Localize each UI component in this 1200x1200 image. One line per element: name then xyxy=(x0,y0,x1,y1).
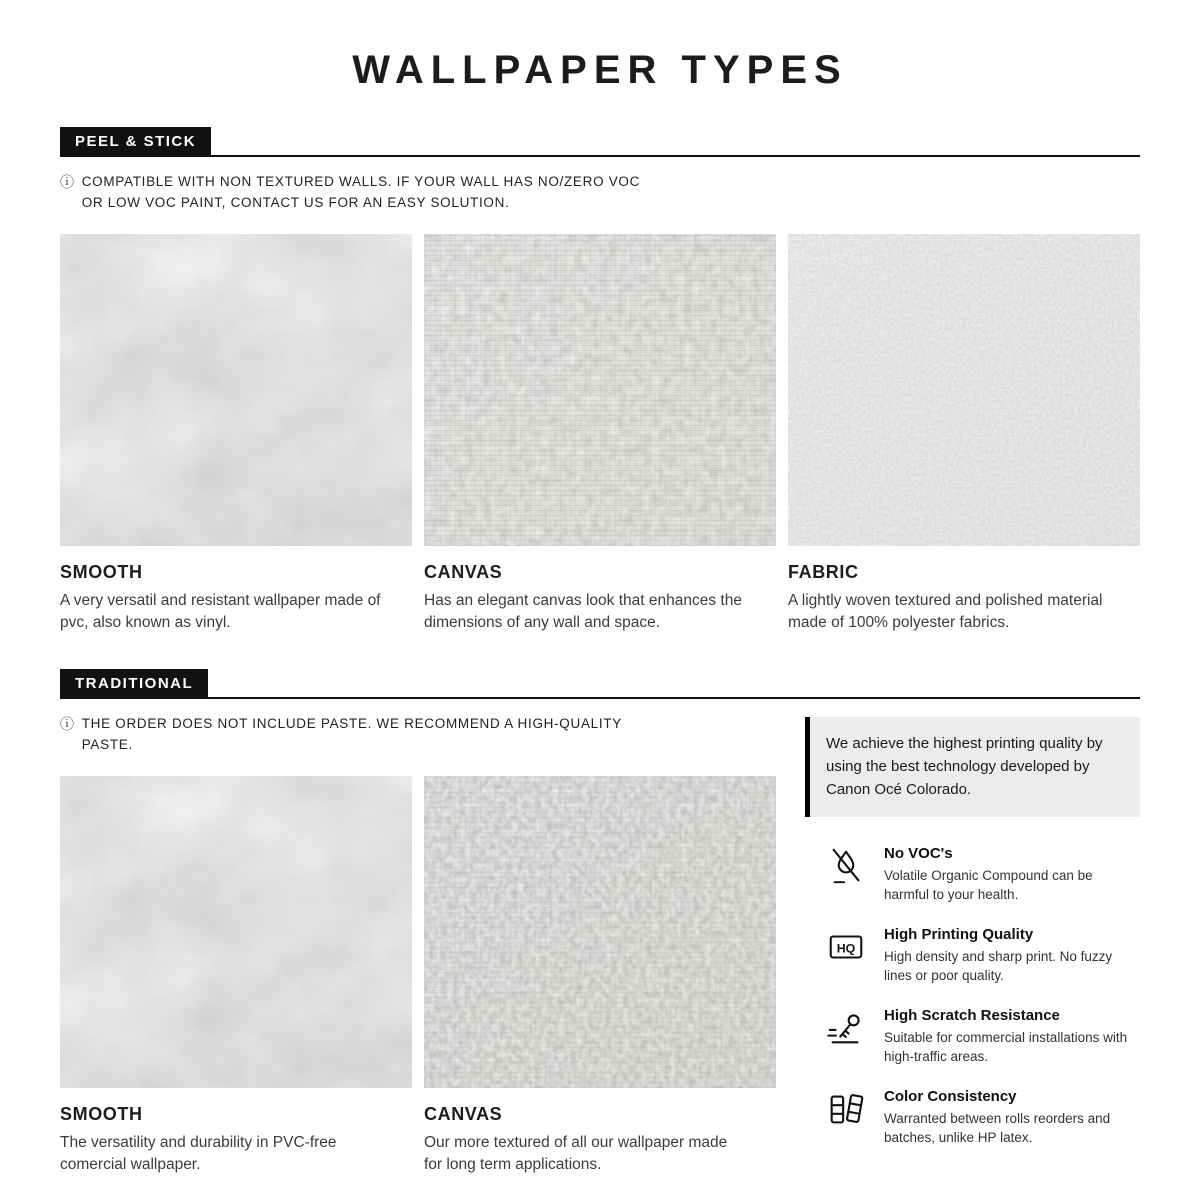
swatch-description: A very versatil and resistant wallpaper made of pvc, also known as vinyl. xyxy=(60,591,381,632)
note-text: COMPATIBLE WITH NON TEXTURED WALLS. IF YOUR WALL HAS NO/ZERO VOC OR LOW VOC PAINT, CONTACT US FOR AN EASY SOLUTION. xyxy=(81,174,641,210)
info-icon: ⓘ xyxy=(60,174,75,190)
swatch-texture-smooth xyxy=(60,234,412,546)
feature-description: Warranted between rolls reorders and batches, unlike HP latex. xyxy=(884,1110,1111,1146)
swatch-card-smooth xyxy=(60,234,412,635)
traditional-header-rule xyxy=(60,669,1140,699)
feature-description: Volatile Organic Compound can be harmful to your health. xyxy=(884,867,1093,903)
swatch-card-canvas xyxy=(424,776,776,1177)
feature-color-consistency xyxy=(825,1088,1140,1148)
feature-title: No VOC's xyxy=(884,844,953,862)
feature-description: Suitable for commercial installations with high-traffic areas. xyxy=(884,1029,1128,1065)
swatch-name: SMOOTH xyxy=(60,1103,143,1124)
no-voc-icon xyxy=(825,845,867,887)
swatch-description: A lightly woven textured and polished material made of 100% polyester fabrics. xyxy=(788,591,1103,632)
scratch-resistance-icon xyxy=(825,1007,867,1049)
feature-title: High Scratch Resistance xyxy=(884,1006,1060,1024)
page-title: WALLPAPER TYPES xyxy=(352,48,848,92)
swatch-description: Has an elegant canvas look that enhances the dimensions of any wall and space. xyxy=(424,591,742,632)
feature-high-printing-quality xyxy=(825,926,1140,986)
feature-no-voc xyxy=(825,845,1140,905)
peel-stick-note xyxy=(60,172,1140,214)
peel-stick-swatch-grid xyxy=(60,234,1140,635)
section-label-peel-stick: PEEL & STICK xyxy=(60,127,211,155)
swatch-name: FABRIC xyxy=(788,561,859,582)
traditional-note xyxy=(60,714,776,756)
feature-scratch-resistance xyxy=(825,1007,1140,1067)
swatch-texture-smooth xyxy=(60,776,412,1088)
swatch-texture-fabric xyxy=(788,234,1140,546)
swatch-card-canvas xyxy=(424,234,776,635)
swatch-name: CANVAS xyxy=(424,1103,503,1124)
peel-stick-header-rule xyxy=(60,127,1140,157)
swatch-description: Our more textured of all our wallpaper made for long term applications. xyxy=(424,1133,728,1174)
swatch-texture-canvas xyxy=(424,234,776,546)
high-printing-quality-icon xyxy=(825,926,867,968)
note-text: THE ORDER DOES NOT INCLUDE PASTE. WE RECOMMEND A HIGH-QUALITY PASTE. xyxy=(81,715,622,752)
swatch-texture-canvas-rough xyxy=(424,776,776,1088)
feature-title: Color Consistency xyxy=(884,1087,1017,1105)
feature-title: High Printing Quality xyxy=(884,925,1034,943)
section-peel-and-stick xyxy=(60,127,1140,635)
traditional-left-column xyxy=(60,699,776,1177)
section-traditional xyxy=(60,669,1140,1177)
traditional-swatch-grid xyxy=(60,776,776,1177)
swatch-name: CANVAS xyxy=(424,561,503,582)
info-icon: ⓘ xyxy=(60,715,75,732)
feature-list xyxy=(805,845,1140,1149)
feature-description: High density and sharp print. No fuzzy lines or poor quality. xyxy=(884,948,1113,984)
printing-quality-panel xyxy=(805,717,1140,1169)
swatch-description: The versatility and durability in PVC-free comercial wallpaper. xyxy=(60,1133,337,1174)
section-label-traditional: TRADITIONAL xyxy=(60,669,208,697)
swatch-name: SMOOTH xyxy=(60,561,143,582)
svg-text:HQ: HQ xyxy=(836,940,856,955)
swatch-card-fabric xyxy=(788,234,1140,635)
traditional-content-row xyxy=(60,699,1140,1177)
color-consistency-icon xyxy=(825,1088,867,1130)
swatch-card-smooth xyxy=(60,776,412,1177)
quality-quote: We achieve the highest printing quality by using the best technology developed by Canon Océ Colorado. xyxy=(805,717,1140,817)
